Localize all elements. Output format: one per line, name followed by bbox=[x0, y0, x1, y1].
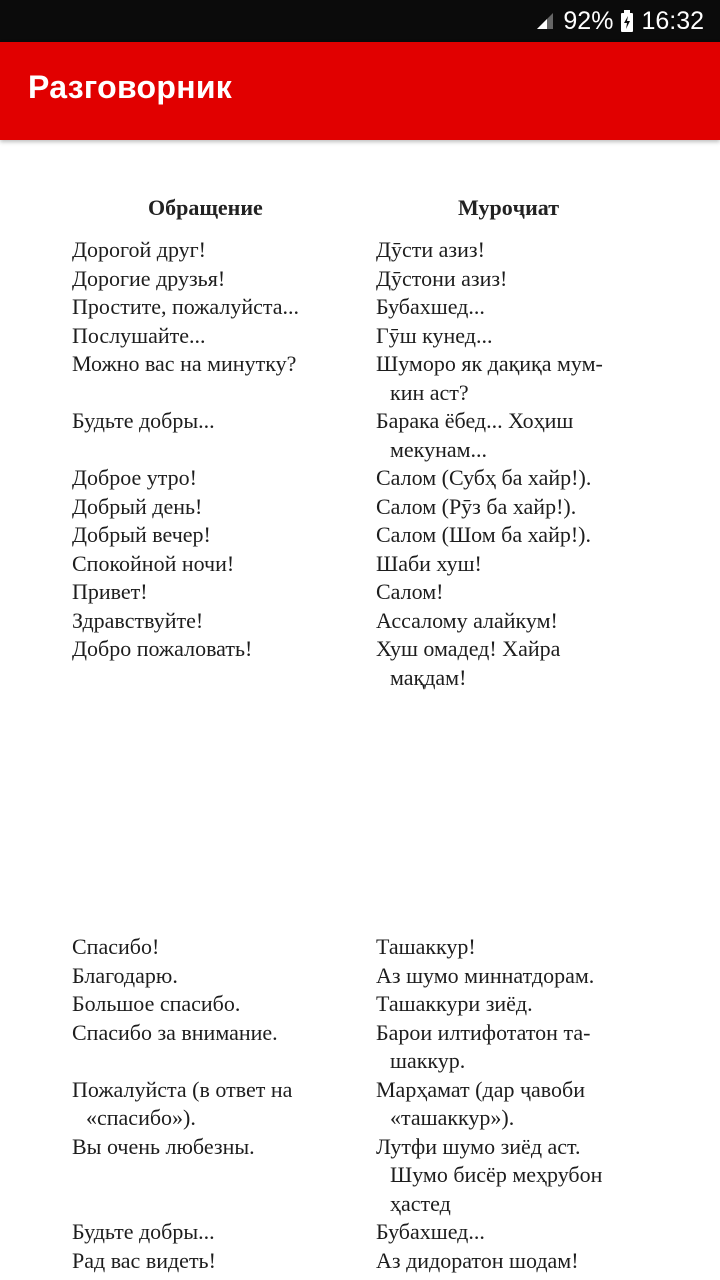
phrase-line: «ташаккур»). bbox=[390, 1105, 515, 1130]
phrase-line: Спасибо! bbox=[72, 934, 160, 959]
status-bar bbox=[0, 0, 720, 42]
phrase-russian bbox=[72, 933, 362, 962]
phrase-russian bbox=[72, 1076, 362, 1133]
phrase-line: Вы очень любезны. bbox=[72, 1133, 255, 1159]
phrase-tajik bbox=[376, 521, 696, 550]
phrase-line: Добрый день! bbox=[72, 493, 203, 519]
phrase-tajik bbox=[376, 236, 696, 265]
phrase-line: Добрый вечер! bbox=[72, 522, 211, 547]
phrase-tajik bbox=[376, 293, 696, 322]
phrase-line: Пожалуйста (в ответ на bbox=[72, 1076, 293, 1102]
phrase-line: Большое спасибо. bbox=[72, 991, 241, 1016]
phrase-russian bbox=[72, 578, 362, 607]
phrase-russian bbox=[72, 962, 362, 991]
phrase-tajik bbox=[376, 607, 696, 636]
phrase-russian bbox=[72, 1247, 362, 1276]
phrase-tajik bbox=[376, 1076, 696, 1133]
phrase-line: Салом (Шом ба хайр!). bbox=[376, 522, 591, 547]
clock: 16:32 bbox=[641, 6, 704, 35]
phrase-tajik bbox=[376, 1218, 696, 1247]
phrase-line: Будьте добры... bbox=[72, 1219, 215, 1244]
phrase-line: Доброе утро! bbox=[72, 465, 197, 490]
phrase-page bbox=[0, 140, 720, 1280]
phrase-line: Марҳамат (дар ҷавоби bbox=[376, 1076, 585, 1102]
phrase-russian bbox=[72, 265, 362, 294]
phrase-line: Дорогие друзья! bbox=[72, 265, 226, 291]
battery-percent: 92% bbox=[563, 6, 614, 35]
phrase-line: Бубахшед... bbox=[376, 294, 485, 319]
phrase-line: Рад вас видеть! bbox=[72, 1247, 216, 1273]
phrase-tajik bbox=[376, 962, 696, 991]
phrase-russian bbox=[72, 464, 362, 493]
phrase-line: Ташаккур! bbox=[376, 934, 476, 959]
phrase-line: ҳастед bbox=[390, 1190, 451, 1216]
phrase-russian bbox=[72, 521, 362, 550]
phrase-line: Привет! bbox=[72, 579, 148, 604]
phrase-line: Простите, пожалуйста... bbox=[72, 294, 300, 319]
status-indicators bbox=[535, 0, 704, 42]
phrase-russian bbox=[72, 493, 362, 522]
phrase-russian bbox=[72, 322, 362, 351]
phrase-line: Салом! bbox=[376, 579, 444, 604]
phrase-tajik bbox=[376, 322, 696, 351]
app-title: Разговорник bbox=[28, 69, 233, 105]
phrase-tajik bbox=[376, 635, 696, 692]
phrase-tajik bbox=[376, 1019, 696, 1076]
phrase-line: Шуморо як дақиқа мум- bbox=[376, 351, 603, 376]
phrase-russian bbox=[72, 550, 362, 579]
phrase-line: Дорогой друг! bbox=[72, 237, 207, 262]
phrase-russian bbox=[72, 236, 362, 265]
phrase-line: Спасибо за внимание. bbox=[72, 1019, 278, 1045]
phrase-line: мақдам! bbox=[390, 664, 467, 690]
battery-icon bbox=[621, 10, 633, 32]
phrase-line: Салом (Рӯз ба хайр!). bbox=[376, 493, 577, 519]
phrase-russian bbox=[72, 1218, 362, 1247]
column-header-left: Обращение bbox=[148, 195, 263, 220]
phrase-line: шаккур. bbox=[390, 1048, 466, 1073]
phrase-tajik bbox=[376, 578, 696, 607]
phrase-russian bbox=[72, 990, 362, 1019]
phrase-tajik bbox=[376, 350, 696, 407]
phrase-line: Бубахшед... bbox=[376, 1219, 485, 1244]
phrase-russian bbox=[72, 1019, 362, 1048]
phrase-tajik bbox=[376, 407, 696, 464]
phrase-line: Благодарю. bbox=[72, 962, 178, 988]
phrase-tajik bbox=[376, 493, 696, 522]
phrase-tajik bbox=[376, 1247, 696, 1276]
phrase-tajik bbox=[376, 464, 696, 493]
phrase-line: Можно вас на минутку? bbox=[72, 351, 297, 376]
phrase-russian bbox=[72, 407, 362, 436]
signal-icon bbox=[535, 11, 555, 31]
phrase-line: Шаби хуш! bbox=[376, 550, 482, 576]
phrase-line: Здравствуйте! bbox=[72, 607, 204, 633]
phrase-line: Гӯш кунед... bbox=[376, 322, 493, 348]
phrase-russian bbox=[72, 1133, 362, 1162]
phrase-russian bbox=[72, 635, 362, 664]
phrase-line: Аз дидоратон шодам! bbox=[376, 1247, 579, 1273]
phrase-line: Дӯстони азиз! bbox=[376, 265, 508, 291]
phrase-line: Будьте добры... bbox=[72, 408, 215, 433]
phrase-line: мекунам... bbox=[390, 436, 488, 462]
phrase-line: Барака ёбед... Хоҳиш bbox=[376, 408, 574, 433]
phrase-russian bbox=[72, 607, 362, 636]
phrase-line: Послушайте... bbox=[72, 322, 206, 348]
phrase-line: Хуш омадед! Хайра bbox=[376, 636, 561, 661]
phrase-line: Добро пожаловать! bbox=[72, 636, 253, 661]
phrase-line: Дӯсти азиз! bbox=[376, 237, 485, 262]
phrase-tajik bbox=[376, 990, 696, 1019]
app-bar bbox=[0, 42, 720, 140]
phrase-tajik bbox=[376, 550, 696, 579]
phrase-line: Спокойной ночи! bbox=[72, 550, 235, 576]
phrase-russian bbox=[72, 350, 362, 379]
phrase-tajik bbox=[376, 265, 696, 294]
phrase-line: Салом (Субҳ ба хайр!). bbox=[376, 465, 592, 490]
phrase-line: Шумо бисёр меҳрубон bbox=[390, 1162, 603, 1187]
phrase-line: Барои илтифотатон та- bbox=[376, 1019, 591, 1045]
phrase-russian bbox=[72, 293, 362, 322]
phrase-tajik bbox=[376, 933, 696, 962]
column-header-right: Муроҷиат bbox=[458, 195, 560, 220]
phrase-tajik bbox=[376, 1133, 696, 1219]
phrase-line: Ташаккури зиёд. bbox=[376, 991, 533, 1016]
phrase-line: Аз шумо миннатдорам. bbox=[376, 962, 595, 988]
phrase-line: кин аст? bbox=[390, 379, 469, 405]
phrase-line: Ассалому алайкум! bbox=[376, 607, 558, 633]
phrase-line: Лутфи шумо зиёд аст. bbox=[376, 1133, 581, 1159]
phrase-line: «спасибо»). bbox=[86, 1105, 196, 1130]
